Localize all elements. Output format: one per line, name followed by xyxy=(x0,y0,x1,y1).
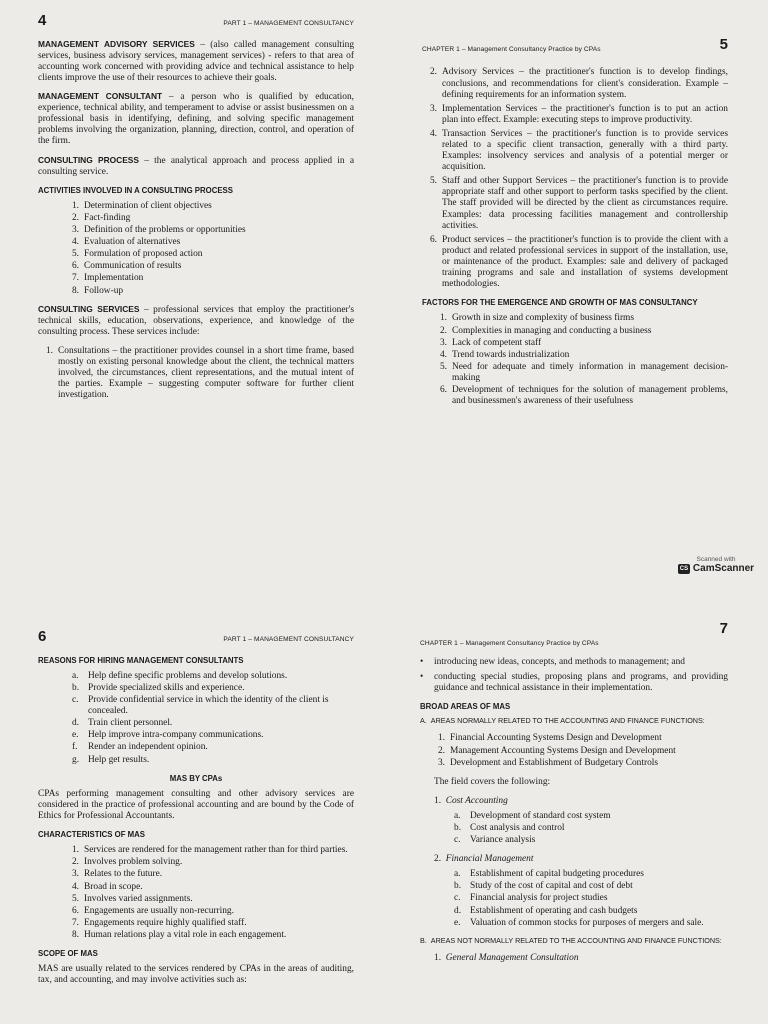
definition-process xyxy=(38,156,354,178)
running-head: PART 1 – MANAGEMENT CONSULTANCY xyxy=(223,20,354,27)
list-item: e. Valuation of common stocks for purposes of mergers and sale. xyxy=(454,917,704,928)
list-item: a. Development of standard cost system xyxy=(454,810,611,821)
list-item: b. Cost analysis and control xyxy=(454,822,565,833)
fin-items-list xyxy=(454,869,728,928)
list-item: 3. Development and Establishment of Budgetary Controls xyxy=(437,757,659,768)
camscanner-icon: CS xyxy=(679,565,689,572)
term: MANAGEMENT ADVISORY SERVICES xyxy=(38,38,195,49)
list-item: 5. Formulation of proposed action xyxy=(71,249,203,260)
services-list xyxy=(38,346,354,401)
section-heading: FACTORS FOR THE EMERGENCE AND GROWTH OF MAS CONSULTANCY xyxy=(422,298,698,308)
paragraph: MAS are usually related to the services rendered by CPAs in the areas of auditing, tax, and accounting, and may involve activities such as: xyxy=(38,964,354,986)
page-header xyxy=(38,12,354,30)
term: CONSULTING SERVICES xyxy=(38,303,140,314)
subheading-financial-management: 2. Financial Management xyxy=(434,854,534,865)
list-item: e. Help improve intra-company communications. xyxy=(72,730,264,741)
list-item: c. Financial analysis for project studies xyxy=(454,893,608,904)
list-item: 2. Fact-finding xyxy=(71,213,131,223)
list-item: 2. Advisory Services – the practitioner's function is to develop findings, conclusions, and recommendations for client's consideration. Example – defining requirements for an information system. xyxy=(429,67,728,100)
list-item: 4. Trend towards industrialization xyxy=(439,349,570,360)
running-head: CHAPTER 1 – Management Consultancy Practice by CPAs xyxy=(422,45,601,53)
term: MANAGEMENT CONSULTANT xyxy=(38,91,163,102)
list-item: 6. Product services – the practitioner's function is to provide the client with a product and related professional services in support of the installation, use, or maintenance of the product. Examples: sale and delivery of packaged training programs and sale and installation of systems development methodologies. xyxy=(429,234,728,290)
page-number: 7 xyxy=(719,620,728,637)
reasons-list xyxy=(72,671,354,766)
list-item: • introducing new ideas, concepts, and methods to management; and xyxy=(420,657,685,668)
definition: – the analytical approach and process applied in a consulting service. xyxy=(38,155,354,177)
list-item: a. Establishment of capital budgeting procedures xyxy=(454,869,644,880)
list-item: 4. Transaction Services – the practitioner's function is to provide services related to a specific client transaction, generally with a third party. Examples: insolvency services and analysis of a potential merger or acquisition. xyxy=(429,128,728,173)
list-item: c. Variance analysis xyxy=(454,835,536,846)
list-item: 1. Financial Accounting Systems Design and Development xyxy=(437,733,662,744)
list-item: 3. Implementation Services – the practitioner's function is to put an action plan into effect. Example: executing steps to improve productivity. xyxy=(429,103,728,125)
list-item: • conducting special studies, proposing plans and programs, and providing guidance and technical assistance in their implementation. xyxy=(420,671,728,693)
section-heading: BROAD AREAS OF MAS xyxy=(420,701,511,711)
list-item: g. Help get results. xyxy=(72,754,150,765)
page-5 xyxy=(382,0,768,568)
definition-services xyxy=(38,305,354,338)
list-item: c. Provide confidential service in which the identity of the client is concealed. xyxy=(72,695,329,717)
list-item: 1. Determination of client objectives xyxy=(71,200,212,211)
list-item: b. Provide specialized skills and experience. xyxy=(72,682,245,693)
section-heading: CHARACTERISTICS OF MAS xyxy=(38,830,145,840)
list-item: 5. Staff and other Support Services – the practitioner's function is to provide appropriate staff and other support to perform tasks specified by the client. The staff provided will be directed by the client as circumstances require. Examples: data processing facilities management and controllership activities. xyxy=(429,176,728,231)
list-item: 3. Definition of the problems or opportunities xyxy=(71,225,246,236)
definition-mas xyxy=(38,40,354,84)
page-number: 4 xyxy=(38,12,47,29)
definition: – professional services that employ the practitioner's technical skills, education, observations, experience, and knowledge of the consulting process. These services include: xyxy=(38,304,354,337)
page-number: 5 xyxy=(719,36,728,53)
list-item: b. Study of the cost of capital and cost of debt xyxy=(454,881,633,892)
watermark-brand-name: CamScanner xyxy=(692,563,755,574)
list-item: 4. Broad in scope. xyxy=(71,881,143,892)
list-item: 3. Relates to the future. xyxy=(71,869,163,880)
subheading-cost-accounting: 1. Cost Accounting xyxy=(434,795,508,806)
bullet-list xyxy=(420,657,728,693)
definition-consultant xyxy=(38,92,354,147)
list-item: a. Help define specific problems and develop solutions. xyxy=(72,670,288,681)
list-item: 1. Services are rendered for the management rather than for third parties. xyxy=(71,845,348,856)
page-6 xyxy=(0,568,382,1024)
page-header xyxy=(38,628,354,646)
list-item: 6. Engagements are usually non-recurring. xyxy=(71,905,234,916)
list-item: 3. Lack of competent staff xyxy=(439,337,542,348)
list-item: 8. Follow-up xyxy=(71,285,124,296)
services-list xyxy=(422,67,728,290)
list-item: 1. Consultations – the practitioner provides counsel in a short time frame, based mostly on existing personal knowledge about the client, the technical matters involved, the circumstances, client representations, and the mutual intent of the parties. Example – suggesting computer software for further client investigation. xyxy=(45,345,354,401)
areas-a-list xyxy=(430,733,728,768)
list-item: 8. Human relations play a vital role in each engagement. xyxy=(71,929,287,940)
list-item: 4. Evaluation of alternatives xyxy=(71,237,181,248)
list-item: 7. Engagements require highly qualified staff. xyxy=(71,917,247,928)
section-heading: SCOPE OF MAS xyxy=(38,949,98,959)
list-item: f. Render an independent opinion. xyxy=(72,742,208,753)
subheading-general-management: 1. General Management Consultation xyxy=(434,953,579,964)
page-number: 6 xyxy=(38,628,47,645)
list-item: 5. Need for adequate and timely information in management decision-making xyxy=(439,361,728,383)
running-head: CHAPTER 1 – Management Consultancy Practice by CPAs xyxy=(420,639,599,647)
activities-list xyxy=(64,201,354,297)
page-4 xyxy=(0,0,382,568)
definition: – a person who is qualified by education, experience, technical ability, and temperament to advise or assist businessmen on a professional basis in identifying, defining, and solving specific management problems involving the organization, planning, direction, control, and operation of the firm. xyxy=(38,92,354,147)
list-item: 2. Management Accounting Systems Design and Development xyxy=(437,745,676,756)
subsection-heading: A. AREAS NORMALLY RELATED TO THE ACCOUNTING AND FINANCE FUNCTIONS: xyxy=(420,715,705,725)
definition: – (also called management consulting services, business advisory services, management services) - refers to that area of accounting work concerned with providing advice and technical assistance to help clients improve the use of their resources to achieve their goals. xyxy=(38,39,355,83)
section-heading: MAS BY CPAs xyxy=(169,773,223,783)
list-item: 2. Complexities in managing and conducting a business xyxy=(439,325,652,336)
list-item: 2. Involves problem solving. xyxy=(71,857,183,868)
list-item: d. Establishment of operating and cash budgets xyxy=(454,905,638,916)
list-item: 6. Communication of results xyxy=(71,261,182,272)
page-7 xyxy=(382,568,768,1024)
paragraph: The field covers the following: xyxy=(434,776,551,787)
watermark-brand xyxy=(676,563,756,574)
factors-list xyxy=(432,313,728,407)
section-heading: REASONS FOR HIRING MANAGEMENT CONSULTANTS xyxy=(38,655,244,665)
paragraph: CPAs performing management consulting and other advisory services are considered in the practice of professional accounting and are bound by the Code of Ethics for Professional Accountants. xyxy=(38,788,354,821)
list-item: d. Train client personnel. xyxy=(72,718,173,729)
list-item: 6. Development of techniques for the solution of management problems, and businessmen's awareness of their usefulness xyxy=(439,384,728,407)
camscanner-watermark xyxy=(676,556,756,582)
cost-items-list xyxy=(454,811,728,846)
characteristics-list xyxy=(64,845,354,941)
running-head: PART 1 – MANAGEMENT CONSULTANCY xyxy=(223,636,354,643)
list-item: 5. Involves varied assignments. xyxy=(71,893,193,904)
watermark-caption: Scanned with xyxy=(696,556,736,563)
list-item: 7. Implementation xyxy=(71,273,144,284)
section-heading: ACTIVITIES INVOLVED IN A CONSULTING PROCESS xyxy=(38,185,233,195)
term: CONSULTING PROCESS xyxy=(38,154,139,165)
subsection-heading: B. AREAS NOT NORMALLY RELATED TO THE ACCOUNTING AND FINANCE FUNCTIONS: xyxy=(420,935,722,945)
list-item: 1. Growth in size and complexity of business firms xyxy=(439,313,635,324)
